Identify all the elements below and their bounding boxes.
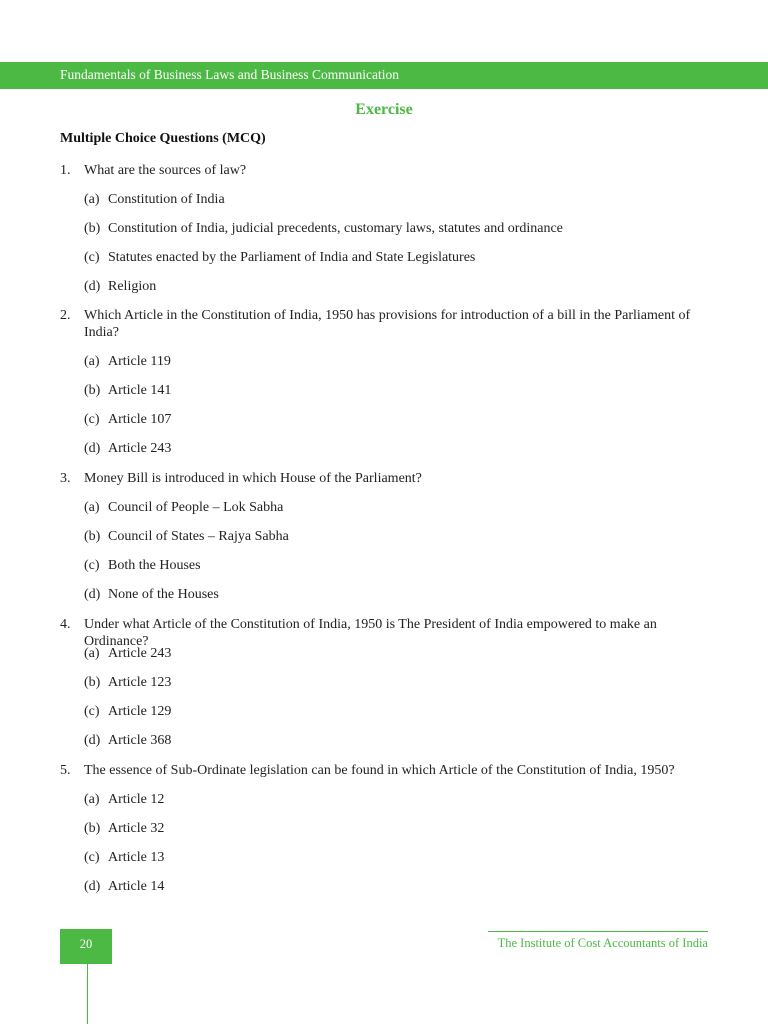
section-title: Multiple Choice Questions (MCQ)	[60, 131, 266, 146]
header-title: Fundamentals of Business Laws and Business Communication	[60, 67, 399, 82]
option-text: Article 107	[108, 412, 172, 427]
option-3b	[84, 528, 289, 545]
option-4d	[84, 732, 171, 749]
option-label: (c)	[84, 704, 100, 719]
option-text: Article 129	[108, 704, 172, 719]
option-label: (b)	[84, 383, 101, 398]
option-1b	[84, 220, 563, 237]
footer-divider-vertical	[87, 964, 88, 1024]
question-number: 2.	[60, 308, 71, 323]
option-label: (c)	[84, 850, 100, 865]
option-5c	[84, 849, 164, 866]
question-2	[60, 307, 710, 341]
option-text: Article 368	[108, 733, 172, 748]
option-text: Constitution of India, judicial precedents, customary laws, statutes and ordinance	[108, 221, 563, 236]
option-4c	[84, 703, 171, 720]
question-3	[60, 470, 710, 487]
option-label: (c)	[84, 412, 100, 427]
option-label: (a)	[84, 500, 100, 515]
option-label: (d)	[84, 587, 101, 602]
option-1d	[84, 278, 156, 295]
question-text: Which Article in the Constitution of India, 1950 has provisions for introduction of a bill in the Parliament of India?	[84, 308, 691, 340]
option-label: (b)	[84, 221, 101, 236]
option-label: (a)	[84, 646, 100, 661]
footer-divider-horizontal	[488, 931, 708, 932]
option-text: Article 123	[108, 675, 172, 690]
option-5a	[84, 791, 164, 808]
option-5d	[84, 878, 164, 895]
option-text: Statutes enacted by the Parliament of India and State Legislatures	[108, 250, 476, 265]
option-3a	[84, 499, 283, 516]
option-label: (c)	[84, 250, 100, 265]
option-label: (b)	[84, 821, 101, 836]
question-5	[60, 762, 710, 779]
option-label: (d)	[84, 279, 101, 294]
option-label: (b)	[84, 529, 101, 544]
option-text: Article 243	[108, 646, 172, 661]
option-label: (d)	[84, 733, 101, 748]
header-bar	[0, 62, 768, 89]
option-label: (d)	[84, 441, 101, 456]
option-text: Article 12	[108, 792, 165, 807]
option-text: Council of People – Lok Sabha	[108, 500, 284, 515]
footer-institute: The Institute of Cost Accountants of India	[497, 936, 708, 950]
option-label: (a)	[84, 192, 100, 207]
page-number: 20	[79, 937, 93, 951]
option-label: (b)	[84, 675, 101, 690]
option-text: Article 119	[108, 354, 171, 369]
option-text: Religion	[108, 279, 157, 294]
option-4a	[84, 645, 171, 662]
question-text: Money Bill is introduced in which House of the Parliament?	[84, 471, 422, 486]
option-1a	[84, 191, 225, 208]
option-text: Constitution of India	[108, 192, 225, 207]
option-2d	[84, 440, 171, 457]
option-text: Article 141	[108, 383, 172, 398]
option-label: (a)	[84, 792, 100, 807]
option-text: Article 14	[108, 879, 165, 894]
option-label: (c)	[84, 558, 100, 573]
question-number: 1.	[60, 163, 71, 178]
question-text: Under what Article of the Constitution of India, 1950 is The President of India empowered to make an Ordinance?	[84, 617, 657, 649]
option-text: Council of States – Rajya Sabha	[108, 529, 289, 544]
option-2a	[84, 353, 171, 370]
option-5b	[84, 820, 164, 837]
option-text: Article 13	[108, 850, 165, 865]
question-number: 3.	[60, 471, 71, 486]
option-label: (d)	[84, 879, 101, 894]
exercise-title: Exercise	[355, 101, 413, 118]
question-text: The essence of Sub-Ordinate legislation can be found in which Article of the Constitution of India, 1950?	[84, 763, 675, 778]
question-number: 5.	[60, 763, 71, 778]
page-number-box	[60, 929, 112, 964]
question-1	[60, 162, 710, 179]
option-4b	[84, 674, 171, 691]
question-text: What are the sources of law?	[84, 163, 247, 178]
option-label: (a)	[84, 354, 100, 369]
option-2c	[84, 411, 171, 428]
option-text: Both the Houses	[108, 558, 201, 573]
option-3c	[84, 557, 201, 574]
option-1c	[84, 249, 475, 266]
option-text: Article 32	[108, 821, 165, 836]
option-2b	[84, 382, 171, 399]
option-3d	[84, 586, 219, 603]
question-number: 4.	[60, 617, 71, 632]
option-text: None of the Houses	[108, 587, 219, 602]
option-text: Article 243	[108, 441, 172, 456]
